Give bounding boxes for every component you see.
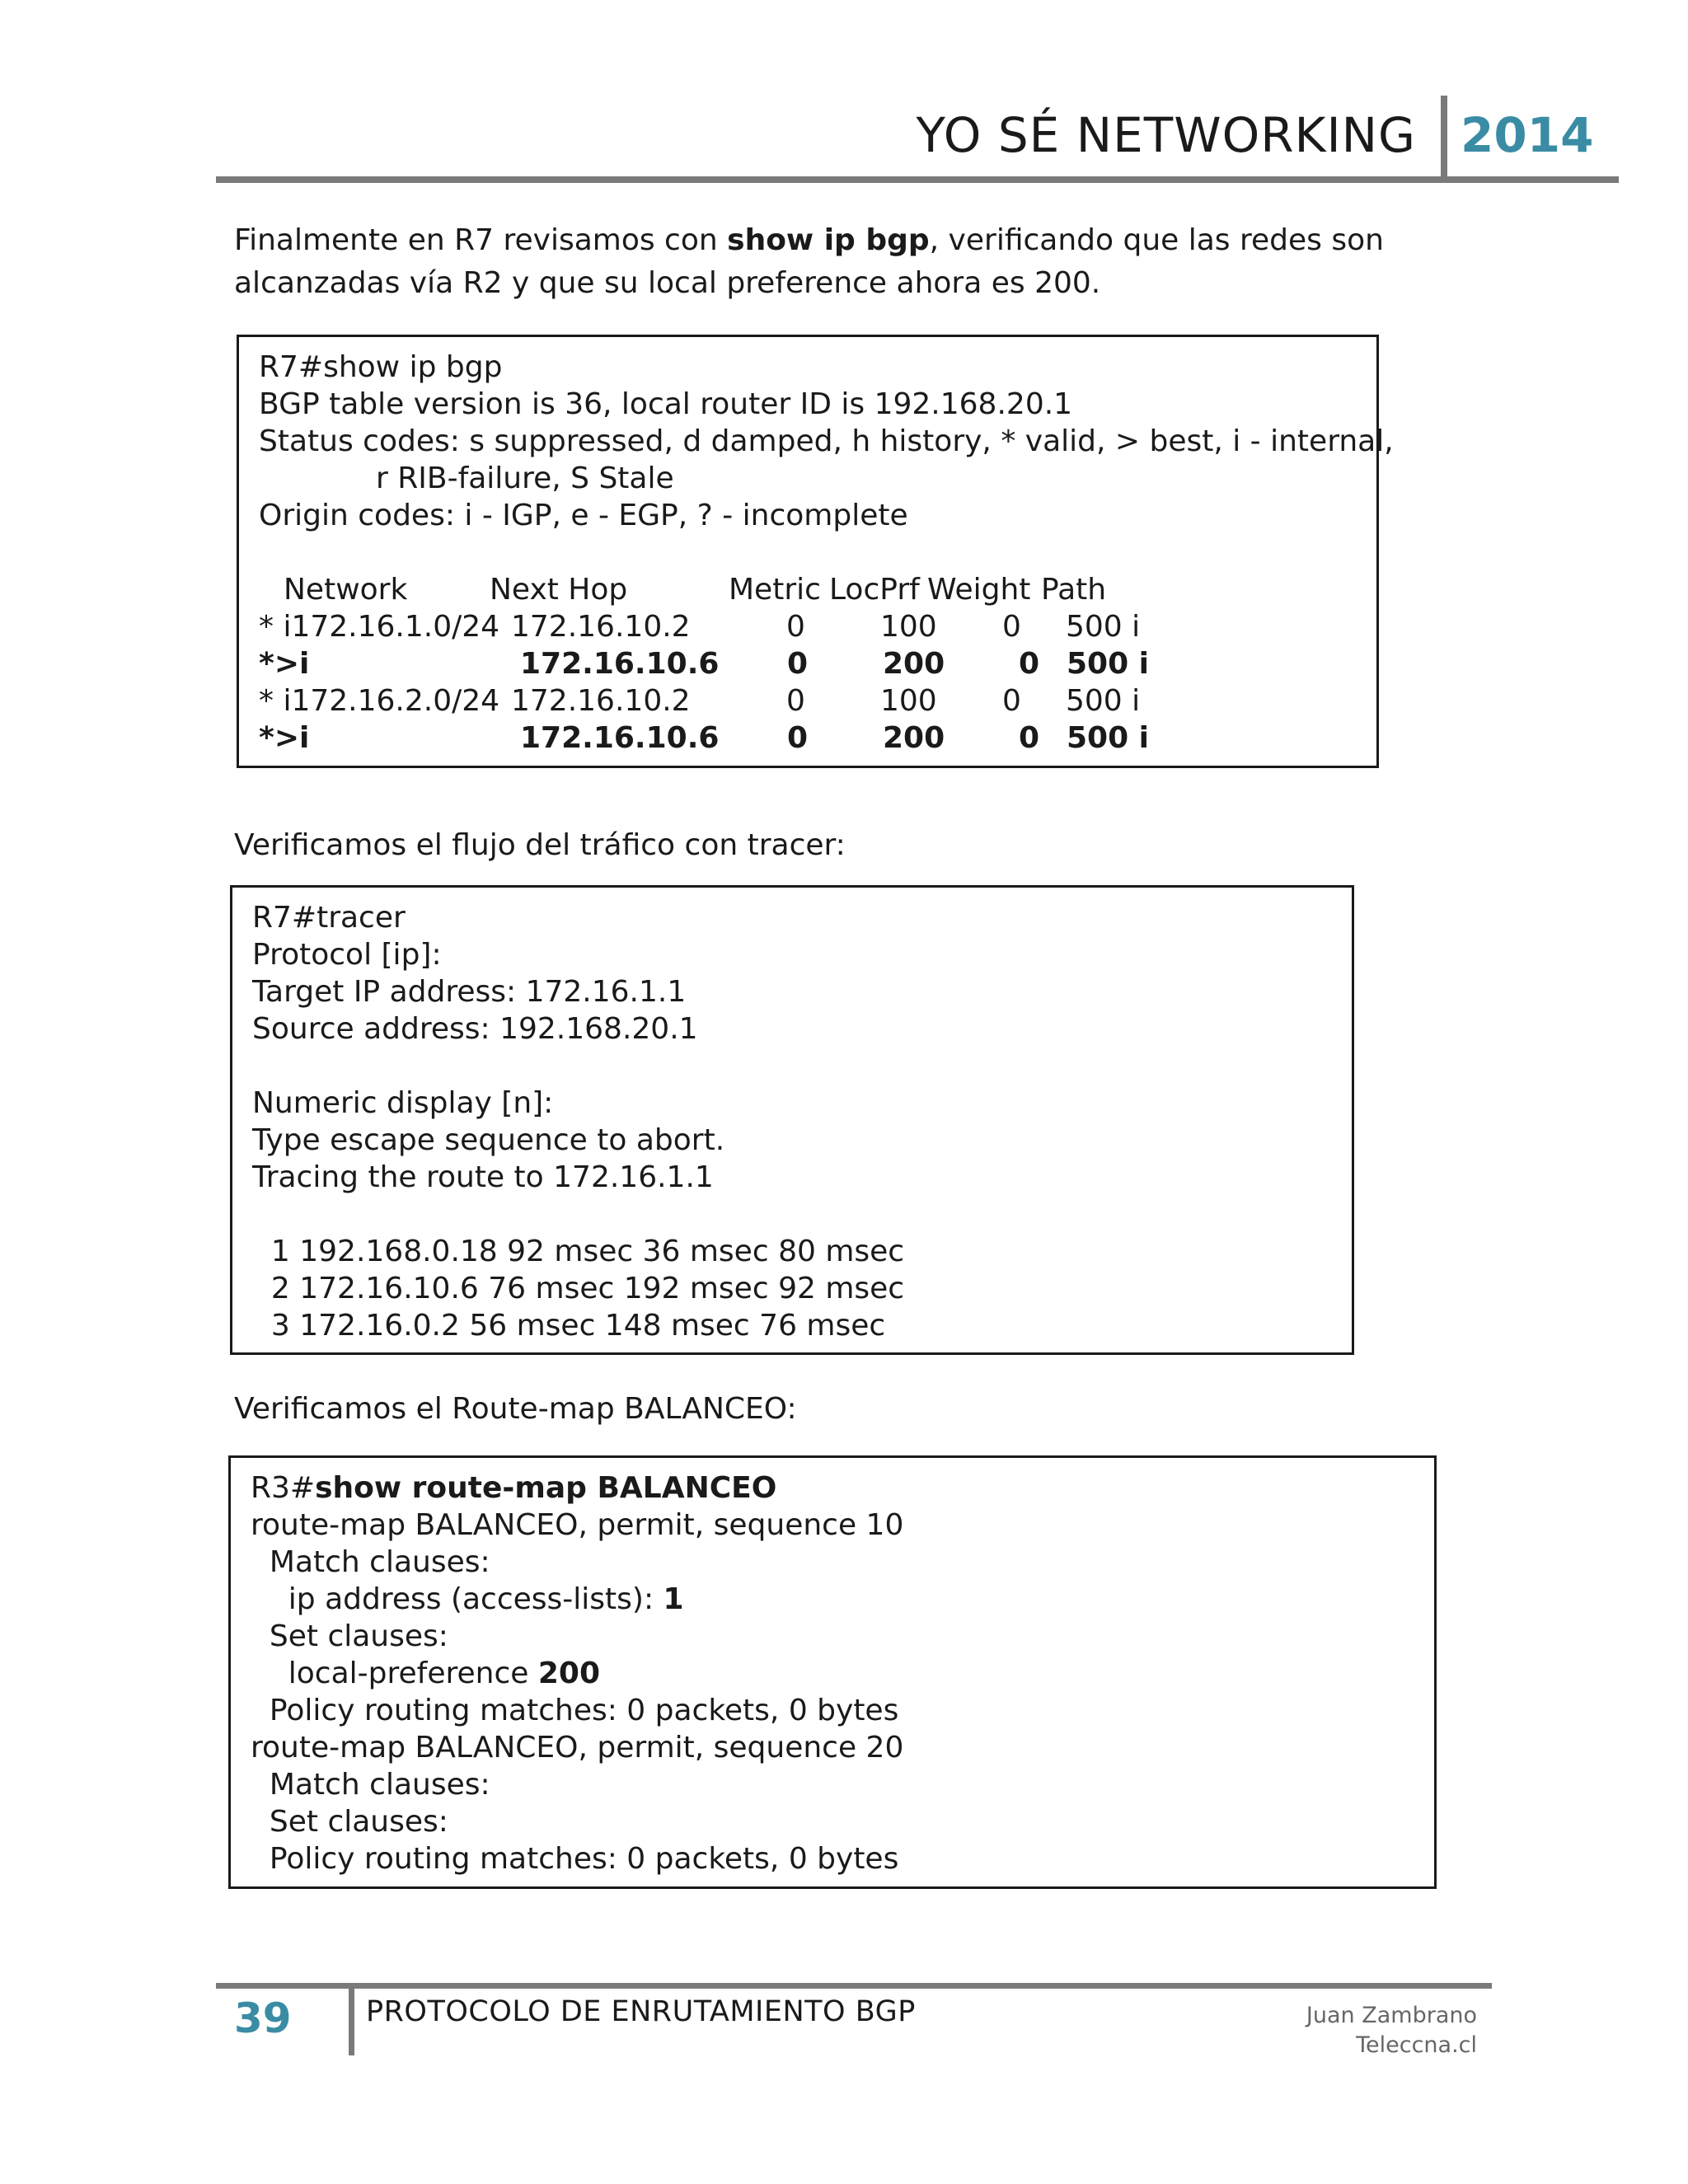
bgp-row-1-metric: 0	[786, 610, 805, 644]
bgp-col-next-hop: Next Hop	[490, 573, 628, 607]
header-title: YO SÉ NETWORKING	[916, 107, 1416, 163]
header-divider	[1441, 96, 1447, 180]
intro-line-2: alcanzadas vía R2 y que su local preference ahora es 200.	[234, 266, 1101, 300]
routemap-localpref-value: 200	[537, 1657, 600, 1690]
tracer-line-2: Protocol [ip]:	[252, 938, 442, 972]
footer-author: Juan Zambrano	[1306, 2003, 1477, 2028]
bgp-row-4-network: *>i	[259, 721, 310, 755]
routemap-command: show route-map BALANCEO	[315, 1471, 777, 1505]
routemap-line-9: Match clauses:	[251, 1768, 490, 1802]
tracer-hop-2: 2 172.16.10.6 76 msec 192 msec 92 msec	[252, 1272, 905, 1305]
routemap-line-1	[251, 1469, 776, 1507]
bgp-row-3-network: * i172.16.2.0/24	[259, 684, 500, 718]
intro-text-pre: Finalmente en R7 revisamos con	[234, 223, 728, 257]
bgp-row-1-network: * i172.16.1.0/24	[259, 610, 500, 644]
tracer-output-box	[230, 885, 1354, 1355]
bgp-col-metric: Metric	[729, 573, 821, 607]
tracer-hop-3: 3 172.16.0.2 56 msec 148 msec 76 msec	[252, 1309, 886, 1343]
tracer-line-6: Numeric display [n]:	[252, 1086, 554, 1120]
bgp-row-4-weight: 0	[1019, 721, 1040, 755]
bgp-col-locprf: LocPrf	[829, 573, 920, 607]
bgp-row-2-weight: 0	[1019, 647, 1040, 681]
bgp-row-4-metric: 0	[787, 721, 809, 755]
tracer-line-4: Source address: 192.168.20.1	[252, 1012, 698, 1046]
bgp-line-1: R7#show ip bgp	[259, 350, 503, 384]
bgp-row-2-locprf: 200	[883, 647, 945, 681]
bgp-line-5: Origin codes: i - IGP, e - EGP, ? - incomplete	[259, 499, 908, 532]
bgp-row-4-hop: 172.16.10.6	[520, 721, 720, 755]
routemap-line-10: Set clauses:	[251, 1805, 448, 1839]
routemap-intro: Verificamos el Route-map BALANCEO:	[234, 1392, 797, 1426]
bgp-row-4-path: 500 i	[1067, 721, 1150, 755]
routemap-line-2: route-map BALANCEO, permit, sequence 10	[251, 1508, 904, 1542]
bgp-row-3-metric: 0	[786, 684, 805, 718]
header-year: 2014	[1461, 107, 1594, 163]
routemap-line-5: Set clauses:	[251, 1619, 448, 1653]
bgp-row-4-locprf: 200	[883, 721, 945, 755]
tracer-line-7: Type escape sequence to abort.	[252, 1123, 725, 1157]
tracer-line-8: Tracing the route to 172.16.1.1	[252, 1160, 714, 1194]
footer-author-block	[1306, 2001, 1477, 2060]
bgp-row-3-hop: 172.16.10.2	[511, 684, 691, 718]
intro-text-post: , verificando que las redes son	[929, 223, 1384, 257]
routemap-output-box	[228, 1455, 1437, 1889]
bgp-row-1-locprf: 100	[880, 610, 937, 644]
page-number: 39	[234, 1994, 292, 2042]
header-rule	[216, 176, 1619, 183]
footer-title: PROTOCOLO DE ENRUTAMIENTO BGP	[366, 1995, 916, 2028]
bgp-row-2-network: *>i	[259, 647, 310, 681]
footer-divider	[349, 1986, 354, 2055]
bgp-row-1-weight: 0	[1002, 610, 1021, 644]
tracer-line-1: R7#tracer	[252, 901, 406, 935]
routemap-localpref-label: local-preference	[251, 1657, 538, 1690]
routemap-line-7: Policy routing matches: 0 packets, 0 bytes	[251, 1694, 899, 1727]
routemap-prompt: R3#	[251, 1471, 316, 1505]
intro-line-1	[234, 219, 1384, 262]
tracer-intro: Verificamos el flujo del tráfico con tracer:	[234, 828, 846, 862]
bgp-output-box	[237, 335, 1394, 768]
routemap-acl-value: 1	[663, 1582, 684, 1616]
footer-site: Teleccna.cl	[1356, 2032, 1477, 2058]
bgp-col-path: Path	[1041, 573, 1107, 607]
bgp-row-3-weight: 0	[1002, 684, 1021, 718]
tracer-line-3: Target IP address: 172.16.1.1	[252, 975, 687, 1009]
routemap-line-3: Match clauses:	[251, 1545, 490, 1579]
bgp-line-2: BGP table version is 36, local router ID is 192.168.20.1	[259, 387, 1073, 421]
bgp-col-weight: Weight	[927, 573, 1031, 607]
bgp-row-2-path: 500 i	[1067, 647, 1150, 681]
routemap-line-4	[251, 1581, 684, 1618]
bgp-row-2-metric: 0	[787, 647, 809, 681]
bgp-line-3: Status codes: s suppressed, d damped, h history, * valid, > best, i - internal,	[259, 424, 1394, 458]
bgp-col-network: Network	[284, 573, 408, 607]
intro-command: show ip bgp	[727, 223, 930, 257]
bgp-row-1-hop: 172.16.10.2	[511, 610, 691, 644]
bgp-row-3-locprf: 100	[880, 684, 937, 718]
routemap-line-6	[251, 1655, 600, 1692]
bgp-line-4: r RIB-failure, S Stale	[376, 462, 674, 495]
routemap-line-8: route-map BALANCEO, permit, sequence 20	[251, 1731, 904, 1765]
bgp-row-2-hop: 172.16.10.6	[520, 647, 720, 681]
bgp-row-3-path: 500 i	[1066, 684, 1141, 718]
footer-rule	[216, 1983, 1492, 1989]
tracer-hop-1: 1 192.168.0.18 92 msec 36 msec 80 msec	[252, 1235, 905, 1268]
routemap-line-11: Policy routing matches: 0 packets, 0 bytes	[251, 1842, 899, 1876]
bgp-row-1-path: 500 i	[1066, 610, 1141, 644]
routemap-acl-label: ip address (access-lists):	[251, 1582, 663, 1616]
